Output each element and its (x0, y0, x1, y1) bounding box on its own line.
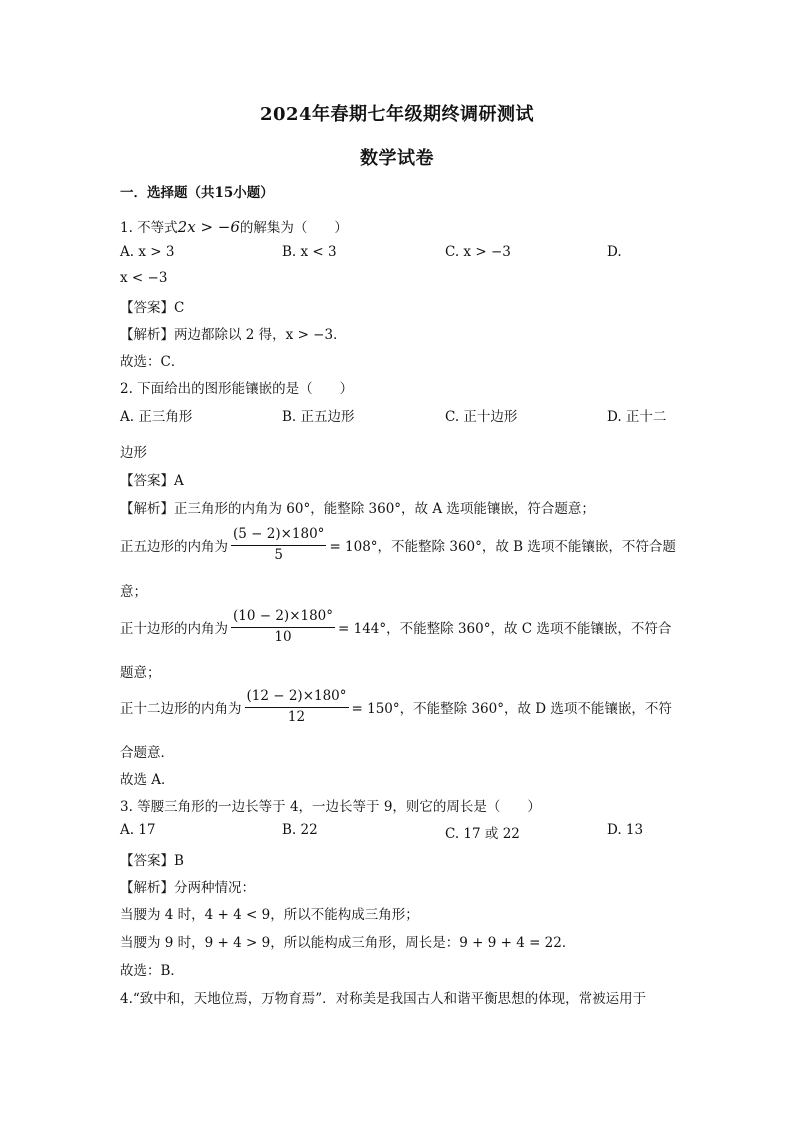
q1-answer: 【答案】C (120, 300, 185, 316)
exam-subtitle: 数学试卷 (360, 148, 434, 169)
q3-option-d: D. 13 (607, 822, 644, 838)
q1-choose: 故选：C． (120, 354, 185, 370)
q2-answer: 【答案】A (120, 473, 184, 489)
q2-analysis-line2 (120, 527, 676, 563)
q3-case-1: 当腰为 4 时，4 + 4 < 9，所以不能构成三角形； (120, 907, 419, 923)
q2-option-d-continued: 边形 (120, 445, 147, 461)
q2-line2-numerator: (5 − 2)×180° (231, 527, 326, 546)
q2-option-d: D. 正十二 (607, 409, 667, 425)
q1-stem-post: 的解集为（ ） (239, 220, 348, 236)
q1-option-d-continued: x < −3 (120, 270, 168, 286)
question-2-stem: 2. 下面给出的图形能镶嵌的是（ ） (120, 381, 354, 397)
q3-option-a: A. 17 (120, 822, 156, 838)
q3-choose: 故选：B． (120, 963, 184, 979)
q2-line2-post: = 108°，不能整除 360°，故 B 选项不能镶嵌，不符合题 (329, 539, 676, 556)
q2-analysis-line2-continued: 意； (120, 584, 147, 600)
q2-line4-numerator: (12 − 2)×180° (245, 689, 349, 708)
question-3-stem: 3. 等腰三角形的一边长等于 4，一边长等于 9，则它的周长是（ ） (120, 799, 541, 815)
q2-line3-fraction (231, 609, 335, 645)
q2-line2-pre: 正五边形的内角为 (120, 539, 228, 556)
q1-stem-pre: 1. 不等式 (120, 220, 178, 236)
q3-option-c: C. 17 或 22 (445, 826, 520, 842)
q2-line3-pre: 正十边形的内角为 (120, 621, 228, 638)
q2-line4-denominator: 12 (287, 708, 306, 725)
q3-analysis: 【解析】分两种情况： (120, 880, 255, 896)
q2-analysis-line1: 【解析】正三角形的内角为 60°，能整除 360°，故 A 选项能镶嵌，符合题意； (120, 501, 595, 517)
q3-case-2: 当腰为 9 时，9 + 4 > 9，所以能构成三角形，周长是：9 + 9 + 4 = 22． (120, 935, 576, 951)
q2-option-c: C. 正十边形 (445, 409, 518, 425)
q2-line2-denominator: 5 (274, 546, 284, 563)
question-1-stem (120, 216, 348, 236)
q1-option-d: D. (607, 244, 622, 260)
section-heading: 一．选择题（共15小题） (120, 185, 274, 201)
q1-option-b: B. x < 3 (282, 244, 337, 260)
q2-line3-post: = 144°，不能整除 360°，故 C 选项不能镶嵌，不符合 (338, 621, 672, 638)
q2-line4-post: = 150°，不能整除 360°，故 D 选项不能镶嵌，不符 (351, 701, 672, 718)
q2-line3-numerator: (10 − 2)×180° (231, 609, 335, 628)
q2-line3-denominator: 10 (274, 628, 292, 645)
q2-line4-fraction (245, 689, 349, 725)
q2-analysis-line4-continued: 合题意． (120, 745, 174, 761)
q2-analysis-line3 (120, 609, 671, 645)
q1-option-c: C. x > −3 (445, 244, 511, 260)
exam-title: 2024年春期七年级期终调研测试 (259, 104, 535, 125)
q2-analysis-line4 (120, 689, 672, 725)
q2-line2-fraction (231, 527, 326, 563)
q2-analysis-line3-continued: 题意； (120, 665, 161, 681)
q1-option-a: A. x > 3 (120, 244, 175, 260)
q3-option-b: B. 22 (282, 822, 318, 838)
q2-option-b: B. 正五边形 (282, 409, 355, 425)
q3-answer: 【答案】B (120, 853, 184, 869)
q2-choose: 故选 A． (120, 772, 175, 788)
question-4-stem: 4.“致中和，天地位焉，万物育焉”．对称美是我国古人和谐平衡思想的体现，常被运用于 (120, 991, 647, 1007)
q2-line4-pre: 正十二边形的内角为 (120, 701, 242, 718)
q2-option-a: A. 正三角形 (120, 409, 193, 425)
q1-stem-math: 2x > −6 (177, 218, 240, 236)
q1-analysis: 【解析】两边都除以 2 得，x > −3． (120, 327, 347, 343)
